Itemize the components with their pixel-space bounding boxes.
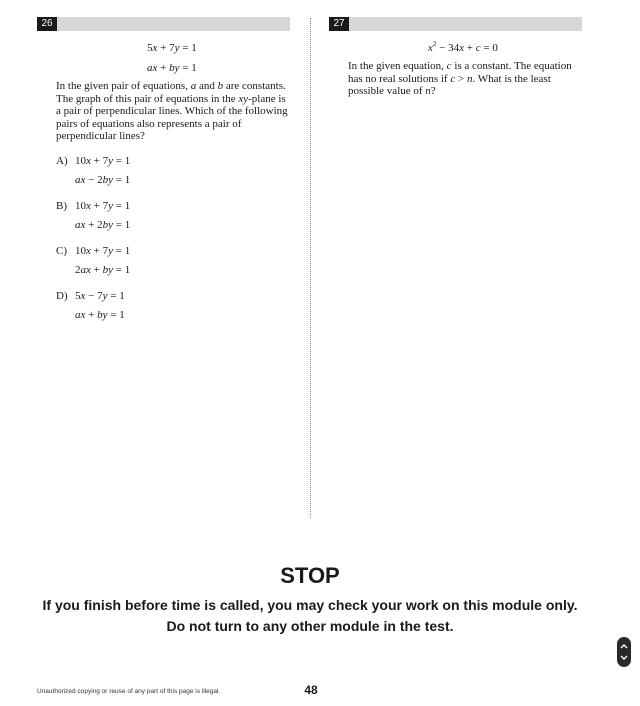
rhs: = 0 <box>480 42 498 54</box>
question-26-header <box>37 17 290 31</box>
q26-text-line <box>56 80 288 93</box>
var: y <box>108 200 113 212</box>
copyright-notice: Unauthorized copying or reuse of any part of this page is illegal. <box>37 688 221 695</box>
choice-b-equation-1[interactable] <box>75 200 130 212</box>
q26-text-line: pairs of equations also represents a pair of <box>56 117 242 130</box>
var: xy <box>238 92 249 105</box>
rhs: = 1 <box>107 290 125 302</box>
rhs: = 1 <box>113 155 131 167</box>
question-number-26: 26 <box>37 17 57 31</box>
var: by <box>169 62 180 74</box>
choice-a-equation-2[interactable] <box>75 174 130 186</box>
choice-b-equation-2[interactable] <box>75 219 130 231</box>
question-27-header <box>329 17 582 31</box>
var: c <box>450 72 456 85</box>
var: x <box>86 200 91 212</box>
var: by <box>102 174 113 186</box>
rhs: = 1 <box>113 245 131 257</box>
var: ax <box>80 264 91 276</box>
coef: 2 <box>75 264 81 276</box>
var: by <box>102 264 113 276</box>
stop-instruction-2: Do not turn to any other module in the test. <box>166 618 454 634</box>
q26-text-line: perpendicular lines? <box>56 130 145 143</box>
var: y <box>108 245 113 257</box>
var: by <box>102 219 113 231</box>
op: + 7 <box>90 155 109 167</box>
page-scroll-control[interactable] <box>617 637 631 667</box>
chevron-up-icon[interactable] <box>620 643 628 649</box>
exponent: 2 <box>432 40 437 48</box>
var: y <box>102 290 108 302</box>
var: n <box>466 72 473 85</box>
var: by <box>97 309 108 321</box>
op: + <box>157 62 170 74</box>
var: c <box>475 42 481 54</box>
q27-question-text <box>348 60 572 98</box>
choice-d-equation-2[interactable] <box>75 309 125 321</box>
choice-c-equation-2[interactable] <box>75 264 130 276</box>
var: n <box>425 85 431 98</box>
text: has no real solutions if <box>348 72 451 85</box>
text: is a constant. The equation <box>451 60 572 72</box>
var: x <box>86 155 91 167</box>
rhs: = 1 <box>113 200 131 212</box>
op: + 7 <box>157 42 175 54</box>
choice-d-equation-1[interactable] <box>75 290 125 302</box>
coef: 10 <box>75 245 86 257</box>
stop-heading: STOP <box>280 563 340 588</box>
column-divider <box>310 18 311 518</box>
q26-given-equation-2 <box>147 62 197 74</box>
op: + 7 <box>90 245 109 257</box>
choice-c-equation-1[interactable] <box>75 245 130 257</box>
var: ax <box>75 174 86 186</box>
text: . What is the least <box>472 72 551 85</box>
q26-text-line <box>56 93 288 106</box>
text: The graph of this pair of equations in the <box>56 92 239 105</box>
rhs: = 1 <box>107 309 125 321</box>
choice-c-letter[interactable]: C) <box>56 245 67 257</box>
op: + 2 <box>85 219 103 231</box>
var: x <box>80 290 86 302</box>
op: + <box>464 42 476 54</box>
q27-text-line <box>348 60 572 73</box>
text: ? <box>430 85 436 98</box>
var: y <box>108 155 113 167</box>
var: ax <box>75 309 86 321</box>
text: In the given equation, <box>348 60 447 72</box>
stop-instruction-1: If you finish before time is called, you may check your work on this module only. <box>42 597 578 613</box>
rhs: = 1 <box>113 174 131 186</box>
var: ax <box>75 219 86 231</box>
coef: 10 <box>75 200 86 212</box>
q27-given-equation <box>428 40 498 54</box>
var: a <box>190 80 197 92</box>
op: + <box>90 264 103 276</box>
rhs: = 1 <box>179 62 197 74</box>
var: c <box>446 60 452 72</box>
chevron-down-icon[interactable] <box>620 655 628 661</box>
rhs: = 1 <box>113 219 131 231</box>
var: x <box>428 42 433 54</box>
rhs: = 1 <box>113 264 131 276</box>
choice-b-letter[interactable]: B) <box>56 200 67 212</box>
var: x <box>86 245 91 257</box>
var: b <box>217 80 224 92</box>
var: x <box>459 42 464 54</box>
coef: 5 <box>147 42 153 54</box>
var: y <box>174 42 180 54</box>
op: + 7 <box>90 200 109 212</box>
q27-text-line <box>348 73 572 86</box>
coef: 5 <box>75 290 81 302</box>
op: > <box>455 72 467 85</box>
op: + <box>85 309 98 321</box>
op: − 2 <box>85 174 103 186</box>
text: possible value of <box>348 85 426 98</box>
text: In the given pair of equations, <box>56 80 191 92</box>
question-number-27: 27 <box>329 17 349 31</box>
text: and <box>196 80 218 92</box>
op: − 34 <box>436 42 460 54</box>
choice-a-equation-1[interactable] <box>75 155 130 167</box>
text: are constants. <box>223 80 286 92</box>
q27-text-line <box>348 85 572 98</box>
q26-question-text <box>56 80 288 143</box>
coef: 10 <box>75 155 86 167</box>
rhs: = 1 <box>179 42 197 54</box>
op: − 7 <box>85 290 103 302</box>
choice-d-letter[interactable]: D) <box>56 290 68 302</box>
choice-a-letter[interactable]: A) <box>56 155 68 167</box>
var: x <box>152 42 158 54</box>
var: ax <box>147 62 158 74</box>
page-number: 48 <box>304 683 318 697</box>
text: -plane is <box>248 92 286 105</box>
q26-text-line: a pair of perpendicular lines. Which of the following <box>56 105 288 118</box>
q26-given-equation-1 <box>147 42 197 54</box>
